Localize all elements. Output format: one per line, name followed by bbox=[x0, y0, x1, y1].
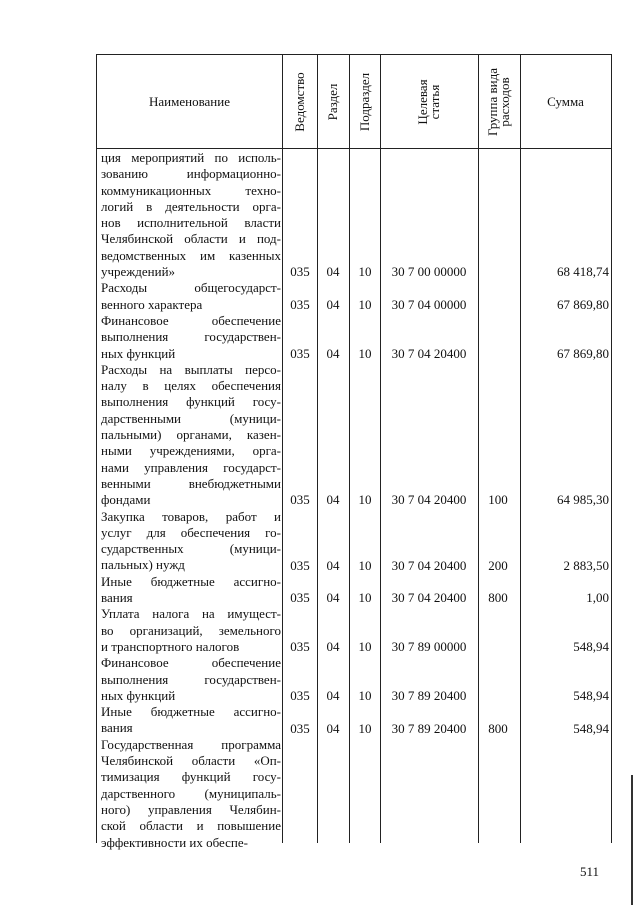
header-gruppa-line2: расходов bbox=[497, 76, 512, 127]
row-razdel: 04 bbox=[326, 687, 340, 703]
row-name-line: дарственного (муниципаль- bbox=[101, 785, 281, 801]
row-celevaya: 30 7 00 00000 bbox=[391, 264, 467, 280]
row-name bbox=[101, 313, 281, 362]
header-celevaya-text bbox=[417, 79, 441, 124]
row-name bbox=[101, 606, 281, 655]
row-name-line: ных функций bbox=[101, 687, 176, 703]
row-vedomstvo: 035 bbox=[290, 296, 310, 312]
row-name-line: Расходы общегосударст- bbox=[101, 280, 281, 296]
header-bottom-border bbox=[96, 148, 612, 149]
row-name-line: ных функций bbox=[101, 345, 176, 361]
row-name bbox=[101, 737, 281, 851]
row-celevaya: 30 7 04 20400 bbox=[391, 492, 467, 508]
row-name-line: выполнения государствен- bbox=[101, 671, 281, 687]
header-vedomstvo bbox=[283, 55, 317, 148]
row-name-line: венными внебюджетными bbox=[101, 475, 281, 491]
row-name-line: выполнения государствен- bbox=[101, 329, 281, 345]
row-name-line: ведомственных им казенных bbox=[101, 247, 281, 263]
row-summa: 64 985,30 bbox=[557, 492, 609, 508]
row-name-line: вания bbox=[101, 720, 133, 736]
row-podrazdel: 10 bbox=[358, 557, 372, 573]
row-name bbox=[101, 509, 281, 574]
row-name-line: сударственных (муници- bbox=[101, 541, 281, 557]
row-summa: 67 869,80 bbox=[557, 296, 609, 312]
row-name-line: Финансовое обеспечение bbox=[101, 313, 281, 328]
row-name-line: вания bbox=[101, 590, 133, 606]
row-vedomstvo: 035 bbox=[290, 639, 310, 654]
row-gruppa: 200 bbox=[488, 557, 508, 573]
header-summa-text: Сумма bbox=[547, 93, 584, 109]
row-podrazdel: 10 bbox=[358, 492, 372, 508]
row-razdel: 04 bbox=[326, 639, 340, 654]
row-podrazdel: 10 bbox=[358, 264, 372, 280]
row-name-line: Расходы на выплаты персо- bbox=[101, 361, 281, 377]
row-name bbox=[101, 574, 281, 607]
col-border-left bbox=[96, 54, 97, 843]
row-name-line: пальных) нужд bbox=[101, 557, 185, 573]
row-name-line: нами управления государст- bbox=[101, 459, 281, 475]
row-name-line: учреждений» bbox=[101, 264, 176, 280]
row-vedomstvo: 035 bbox=[290, 720, 310, 736]
row-razdel: 04 bbox=[326, 345, 340, 361]
header-razdel bbox=[317, 55, 349, 148]
header-gruppa-text bbox=[487, 68, 511, 136]
row-podrazdel: 10 bbox=[358, 590, 372, 606]
row-name-line: Челябинской области «Оп- bbox=[101, 753, 281, 769]
row-vedomstvo: 035 bbox=[290, 492, 310, 508]
row-celevaya: 30 7 89 20400 bbox=[391, 720, 467, 736]
row-name-line: ного) управления Челябин- bbox=[101, 801, 281, 817]
row-name-line: Закупка товаров, работ и bbox=[101, 508, 281, 524]
header-name-text: Наименование bbox=[149, 93, 230, 109]
col-border-name bbox=[282, 54, 283, 843]
header-celevaya-line1: Целевая bbox=[415, 78, 430, 125]
row-summa: 548,94 bbox=[573, 687, 609, 703]
row-name bbox=[101, 362, 281, 509]
row-vedomstvo: 035 bbox=[290, 557, 310, 573]
row-name-line: во организаций, земельного bbox=[101, 622, 281, 638]
row-name-line: ными учреждениями, орга- bbox=[101, 443, 281, 459]
row-name-line: фондами bbox=[101, 492, 151, 508]
row-summa: 548,94 bbox=[573, 639, 609, 654]
row-name-line: логий в деятельности орга- bbox=[101, 198, 281, 214]
row-razdel: 04 bbox=[326, 590, 340, 606]
row-name-line: венного характера bbox=[101, 296, 203, 312]
header-celevaya-line2: статья bbox=[427, 84, 442, 119]
row-summa: 68 418,74 bbox=[557, 264, 609, 280]
row-name-line: ской области и повышение bbox=[101, 818, 281, 834]
header-summa bbox=[520, 55, 611, 148]
row-celevaya: 30 7 04 00000 bbox=[391, 296, 467, 312]
header-gruppa bbox=[478, 55, 520, 148]
col-border-right bbox=[611, 54, 612, 843]
row-podrazdel: 10 bbox=[358, 720, 372, 736]
row-name-line: нов исполнительной власти bbox=[101, 215, 281, 231]
row-name-line: Челябинской области и под- bbox=[101, 231, 281, 247]
header-razdel-text: Раздел bbox=[325, 83, 340, 120]
page-number: 511 bbox=[580, 864, 600, 879]
row-celevaya: 30 7 89 20400 bbox=[391, 687, 467, 703]
row-name-line: ция мероприятий по исполь- bbox=[101, 150, 281, 165]
row-celevaya: 30 7 04 20400 bbox=[391, 345, 467, 361]
header-celevaya bbox=[380, 55, 478, 148]
row-vedomstvo: 035 bbox=[290, 590, 310, 606]
row-summa: 2 883,50 bbox=[563, 557, 609, 573]
row-vedomstvo: 035 bbox=[290, 264, 310, 280]
row-gruppa: 800 bbox=[488, 590, 508, 606]
row-name-line: Финансовое обеспечение bbox=[101, 655, 281, 671]
row-podrazdel: 10 bbox=[358, 687, 372, 703]
row-name-line: налу в целях обеспечения bbox=[101, 378, 281, 394]
row-name-line: зованию информационно- bbox=[101, 166, 281, 182]
row-summa: 548,94 bbox=[573, 720, 609, 736]
row-summa: 67 869,80 bbox=[557, 345, 609, 361]
row-name-line: Иные бюджетные ассигно- bbox=[101, 573, 281, 589]
row-podrazdel: 10 bbox=[358, 296, 372, 312]
row-name bbox=[101, 704, 281, 737]
row-name-line: Уплата налога на имущест- bbox=[101, 606, 281, 622]
row-name-line: пальными) органами, казен- bbox=[101, 427, 281, 443]
row-name-line: выполнения функций госу- bbox=[101, 394, 281, 410]
row-razdel: 04 bbox=[326, 720, 340, 736]
row-name-line: дарственными (муници- bbox=[101, 410, 281, 426]
row-celevaya: 30 7 04 20400 bbox=[391, 557, 467, 573]
row-podrazdel: 10 bbox=[358, 639, 372, 654]
row-name-line: Иные бюджетные ассигно- bbox=[101, 704, 281, 720]
row-name-line: коммуникационных техно- bbox=[101, 182, 281, 198]
page-edge-shadow bbox=[631, 775, 633, 905]
row-gruppa: 100 bbox=[488, 492, 508, 508]
row-razdel: 04 bbox=[326, 492, 340, 508]
row-name bbox=[101, 655, 281, 704]
row-summa: 1,00 bbox=[586, 590, 609, 606]
header-podrazdel bbox=[349, 55, 380, 148]
row-vedomstvo: 035 bbox=[290, 687, 310, 703]
table-top-border bbox=[96, 54, 612, 55]
row-name-line: эффективности их обеспе- bbox=[101, 834, 248, 850]
row-celevaya: 30 7 04 20400 bbox=[391, 590, 467, 606]
row-razdel: 04 bbox=[326, 557, 340, 573]
row-razdel: 04 bbox=[326, 296, 340, 312]
header-podrazdel-text: Подраздел bbox=[356, 72, 372, 131]
header-vedomstvo-text: Ведомство bbox=[292, 71, 307, 132]
row-name-line: Государственная программа bbox=[101, 736, 281, 752]
row-gruppa: 800 bbox=[488, 720, 508, 736]
row-name-line: услуг для обеспечения го- bbox=[101, 524, 281, 540]
header-gruppa-line1: Группа вида bbox=[485, 67, 500, 136]
row-name bbox=[101, 280, 281, 313]
row-celevaya: 30 7 89 00000 bbox=[391, 639, 467, 654]
row-razdel: 04 bbox=[326, 264, 340, 280]
row-podrazdel: 10 bbox=[358, 345, 372, 361]
row-name-line: и транспортного налогов bbox=[101, 638, 240, 654]
row-name-line: тимизация функций госу- bbox=[101, 769, 281, 785]
header-name bbox=[97, 55, 282, 148]
row-name bbox=[101, 150, 281, 280]
row-vedomstvo: 035 bbox=[290, 345, 310, 361]
